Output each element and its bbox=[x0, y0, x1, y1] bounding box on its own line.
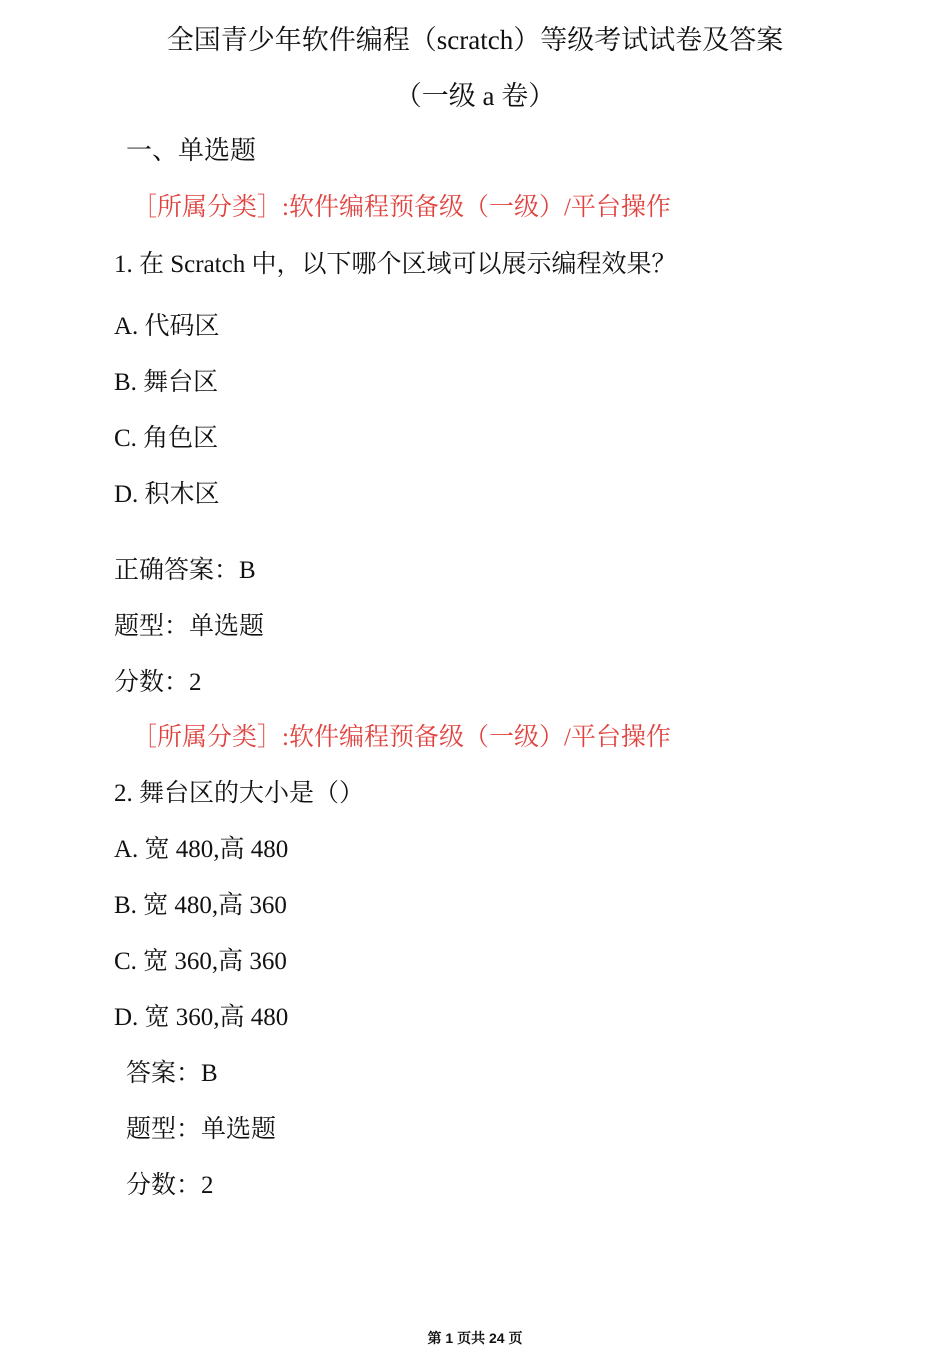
question-1-category: ［所属分类］:软件编程预备级（一级）/平台操作 bbox=[132, 194, 671, 221]
question-2-option-c: C. 宽 360,高 360 bbox=[114, 948, 287, 975]
question-2-option-b: B. 宽 480,高 360 bbox=[114, 892, 287, 919]
question-1-answer: 正确答案：B bbox=[114, 557, 256, 584]
document-title: 全国青少年软件编程（scratch）等级考试试卷及答案 bbox=[166, 25, 784, 55]
question-2-option-d: D. 宽 360,高 480 bbox=[114, 1004, 289, 1031]
question-2-option-a: A. 宽 480,高 480 bbox=[114, 836, 289, 863]
question-1-option-b: B. 舞台区 bbox=[114, 369, 219, 396]
page-footer: 第 1 页共 24 页 bbox=[427, 1330, 523, 1346]
question-1-text: 1. 在 Scratch 中，以下哪个区域可以展示编程效果？ bbox=[114, 251, 677, 278]
document-subtitle: （一级 a 卷） bbox=[394, 81, 556, 111]
question-2-score: 分数：2 bbox=[126, 1172, 214, 1199]
question-2-category: ［所属分类］:软件编程预备级（一级）/平台操作 bbox=[132, 724, 671, 751]
question-2-text: 2. 舞台区的大小是（） bbox=[114, 780, 365, 807]
question-2-answer: 答案：B bbox=[126, 1060, 218, 1087]
question-1-option-c: C. 角色区 bbox=[114, 425, 219, 452]
question-1-type: 题型：单选题 bbox=[114, 613, 265, 640]
question-1-score: 分数：2 bbox=[114, 669, 202, 696]
section-heading: 一、单选题 bbox=[126, 136, 257, 165]
question-1-option-d: D. 积木区 bbox=[114, 481, 220, 508]
question-1-option-a: A. 代码区 bbox=[114, 313, 220, 340]
question-2-type: 题型：单选题 bbox=[126, 1116, 277, 1143]
